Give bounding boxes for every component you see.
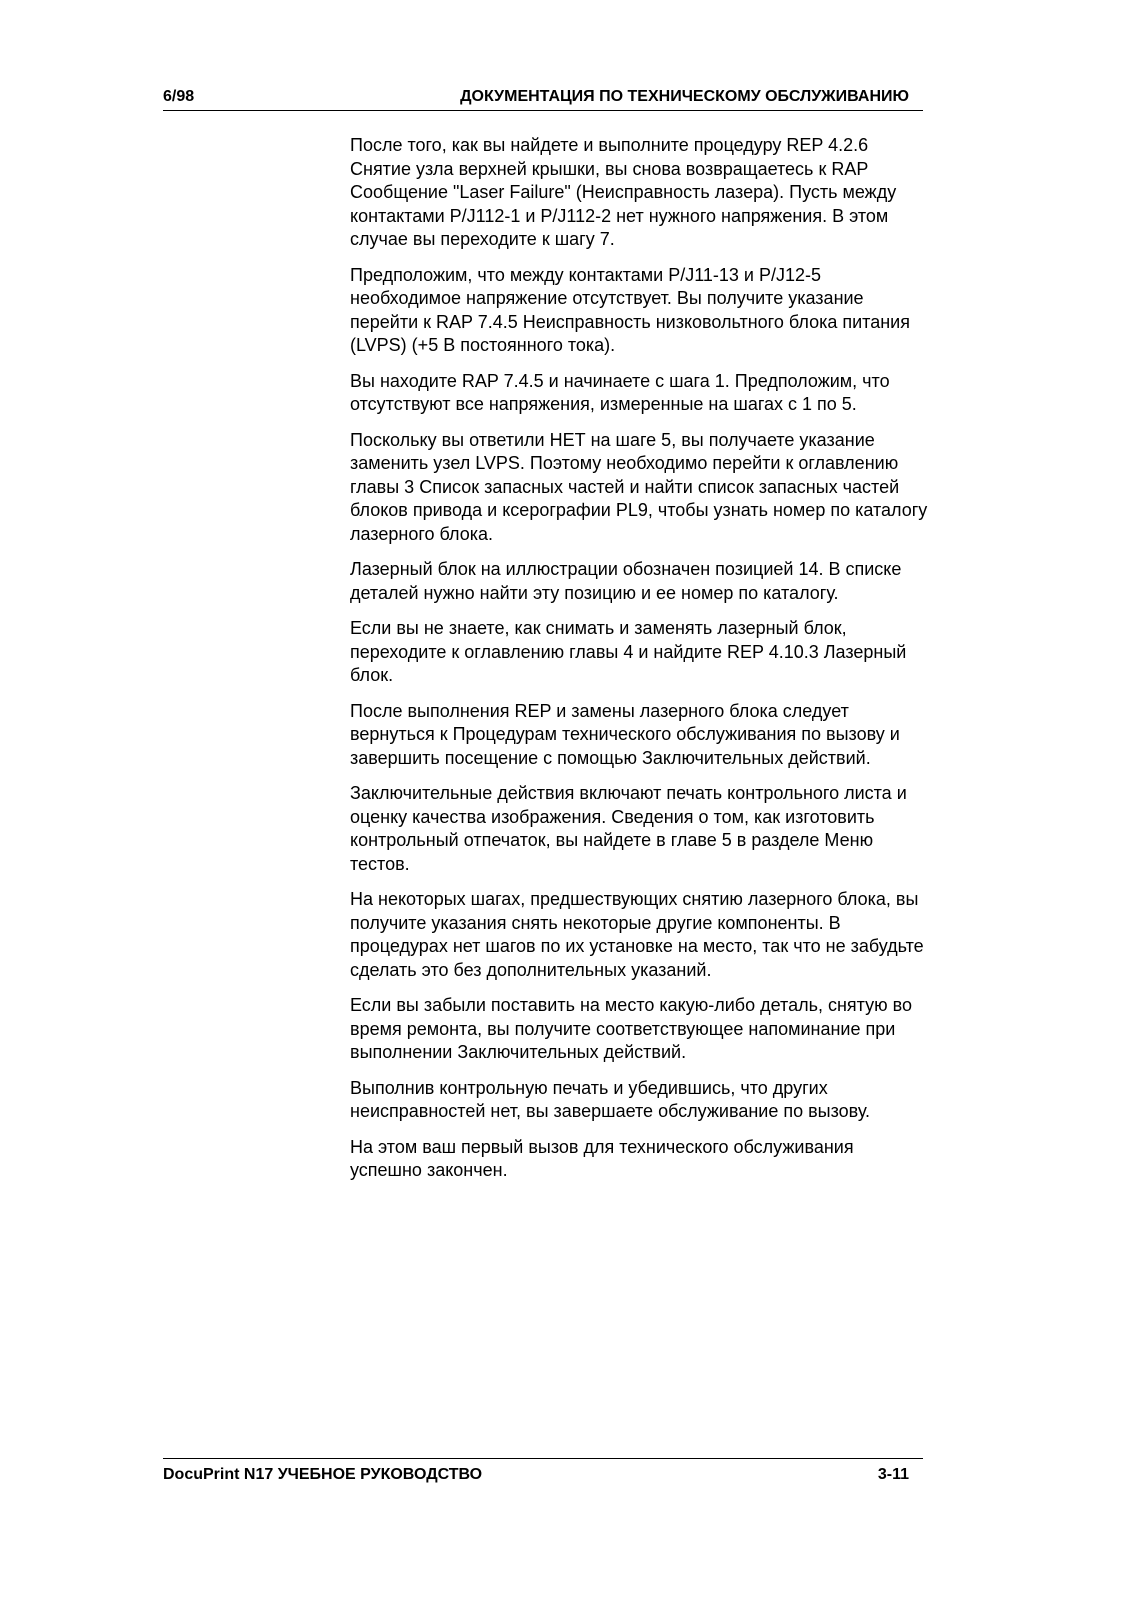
paragraph: Поскольку вы ответили НЕТ на шаге 5, вы получаете указание заменить узел LVPS. Поэтому необходимо перейти к оглавлению главы 3 Список запасных частей и найти список запасных частей блоков привода и ксерографии PL9, чтобы узнать номер по каталогу лазерного блока. (350, 429, 928, 544)
paragraph: На некоторых шагах, предшествующих снятию лазерного блока, вы получите указания снять некоторые другие компоненты. В процедурах нет шагов по их установке на место, так что не забудьте сделать это без дополнительных указаний. (350, 889, 924, 980)
paragraph: Если вы забыли поставить на место какую-либо деталь, снятую во время ремонта, вы получите соответствующее напоминание при выполнении Заключительных действий. (350, 995, 912, 1062)
page-footer (163, 1458, 923, 1485)
paragraph: После того, как вы найдете и выполните процедуру REP 4.2.6 Снятие узла верхней крышки, вы снова возвращаетесь к RAP Сообщение "Laser Failure" (Неисправность лазера). Пусть между контактами P/J112-1 и P/J112-2 нет нужного напряжения. В этом случае вы переходите к шагу 7. (350, 135, 897, 249)
paragraph: Предположим, что между контактами P/J11-13 и P/J12-5 необходимое напряжение отсутствует. Вы получите указание перейти к RAP 7.4.5 Неисправность низковольтного блока питания (LVPS) (+5 В постоянного тока). (350, 264, 910, 355)
paragraph: На этом ваш первый вызов для технического обслуживания успешно закончен. (350, 1136, 854, 1180)
footer-title: DocuPrint N17 УЧЕБНОЕ РУКОВОДСТВО (163, 1466, 483, 1483)
paragraph: После выполнения REP и замены лазерного блока следует вернуться к Процедурам технического обслуживания по вызову и завершить посещение с помощью Заключительных действий. (350, 700, 900, 768)
header-page-ref: 6/98 (163, 88, 195, 105)
paragraph: Вы находите RAP 7.4.5 и начинаете с шага 1. Предположим, что отсутствуют все напряжения, измеренные на шагах с 1 по 5. (350, 370, 890, 414)
body-text (350, 134, 930, 1195)
footer-page-number: 3-11 (877, 1466, 909, 1483)
header-title: ДОКУМЕНТАЦИЯ ПО ТЕХНИЧЕСКОМУ ОБСЛУЖИВАНИЮ (460, 88, 909, 105)
page-header (163, 86, 923, 111)
paragraph: Если вы не знаете, как снимать и заменять лазерный блок, переходите к оглавлению главы 4 и найдите REP 4.10.3 Лазерный блок. (350, 618, 907, 685)
paragraph: Лазерный блок на иллюстрации обозначен позицией 14. В списке деталей нужно найти эту позицию и ее номер по каталогу. (350, 559, 902, 603)
paragraph: Заключительные действия включают печать контрольного листа и оценку качества изображения. Сведения о том, как изготовить контрольный отпечаток, вы найдете в главе 5 в разделе Меню тестов. (350, 783, 907, 874)
paragraph: Выполнив контрольную печать и убедившись, что других неисправностей нет, вы завершаете обслуживание по вызову. (350, 1077, 871, 1121)
